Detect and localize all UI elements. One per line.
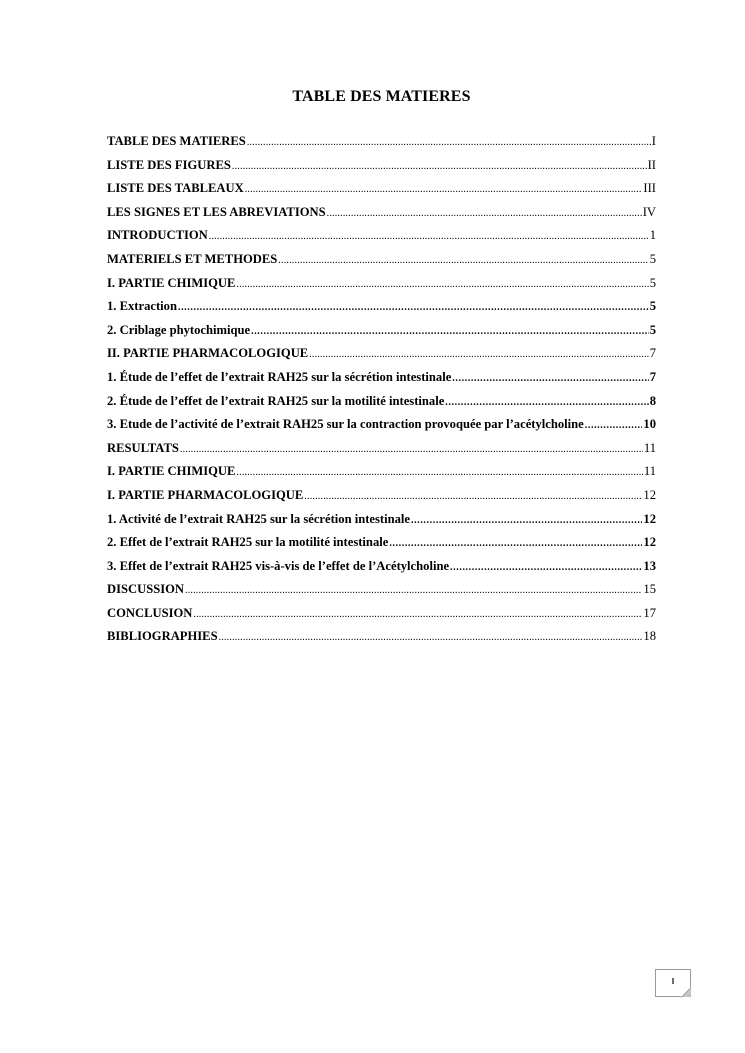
toc-entry-label: 1. Activité de l’extrait RAH25 sur la sécrétion intestinale (107, 511, 411, 526)
toc-entry-page: 7 (649, 369, 656, 384)
toc-entry-label: I. PARTIE PHARMACOLOGIQUE (107, 487, 304, 502)
toc-dot-leader (251, 326, 649, 337)
toc-entry[interactable] (107, 276, 656, 300)
toc-entry[interactable] (107, 181, 656, 205)
toc-entry[interactable] (107, 417, 656, 441)
toc-entry-page: 15 (643, 582, 656, 597)
toc-dot-leader (236, 279, 648, 290)
toc-dot-leader (452, 373, 648, 384)
toc-entry-page: I (651, 134, 656, 148)
page-number-box (655, 969, 691, 997)
toc-dot-leader (180, 444, 643, 455)
toc-entry-page: III (643, 181, 656, 196)
toc-entry-page: 12 (643, 511, 656, 526)
toc-entry-label: 2. Effet de l’extrait RAH25 sur la motilité intestinale (107, 535, 389, 550)
toc-entry[interactable] (107, 488, 656, 512)
toc-entry-label: DISCUSSION (107, 582, 184, 597)
toc-entry-page: 5 (649, 251, 656, 266)
toc-entry-label: 2. Criblage phytochimique (107, 322, 251, 337)
toc-entry[interactable] (107, 606, 656, 630)
toc-entry-page: 8 (649, 393, 656, 408)
toc-entry[interactable] (107, 370, 656, 394)
toc-entry[interactable] (107, 346, 656, 370)
toc-entry-label: MATERIELS ET METHODES (107, 251, 278, 266)
toc-entry-label: I. PARTIE CHIMIQUE (107, 464, 236, 479)
toc-entry-page: 5 (649, 322, 656, 337)
toc-entry-page: 1 (649, 228, 656, 243)
toc-entry-page: 12 (643, 535, 656, 550)
toc-entry[interactable] (107, 394, 656, 418)
toc-entry-page: 5 (649, 275, 656, 290)
toc-dot-leader (304, 491, 642, 502)
toc-entry[interactable] (107, 559, 656, 583)
toc-entry[interactable] (107, 535, 656, 559)
toc-entry[interactable] (107, 512, 656, 536)
toc-dot-leader (193, 609, 642, 620)
toc-entry[interactable] (107, 464, 656, 488)
toc-dot-leader (185, 585, 642, 596)
toc-dot-leader (585, 420, 643, 431)
toc-entry[interactable] (107, 441, 656, 465)
toc-dot-leader (232, 161, 647, 172)
page-title: TABLE DES MATIERES (292, 88, 471, 105)
toc-entry-page: 13 (643, 558, 656, 573)
toc-dot-leader (178, 302, 649, 313)
toc-entry-label: LES SIGNES ET LES ABREVIATIONS (107, 204, 326, 219)
toc-entry-page: 17 (643, 605, 656, 620)
toc-dot-leader (236, 467, 642, 478)
toc-entry[interactable] (107, 299, 656, 323)
toc-entry-label: 3. Effet de l’extrait RAH25 vis-à-vis de l’effet de l’Acétylcholine (107, 558, 450, 573)
toc-dot-leader (309, 349, 649, 360)
toc-dot-leader (209, 231, 649, 242)
toc-entry-label: CONCLUSION (107, 605, 193, 620)
table-of-contents (107, 134, 656, 653)
toc-dot-leader (278, 255, 648, 266)
toc-entry-page: 7 (649, 346, 656, 361)
toc-entry-page: 11 (643, 440, 656, 455)
toc-entry-page: 10 (643, 417, 656, 432)
toc-entry-label: 1. Extraction (107, 299, 177, 314)
toc-entry[interactable] (107, 582, 656, 606)
toc-dot-leader (445, 397, 648, 408)
toc-entry-label: LISTE DES TABLEAUX (107, 181, 244, 196)
toc-entry-label: II. PARTIE PHARMACOLOGIQUE (107, 346, 309, 361)
toc-entry-label: 3. Etude de l’activité de l’extrait RAH25 sur la contraction provoquée par l’acétylcholine (107, 417, 584, 432)
toc-entry-label: LISTE DES FIGURES (107, 157, 231, 172)
toc-entry-label: TABLE DES MATIERES (107, 134, 246, 148)
toc-entry-label: 1. Étude de l’effet de l’extrait RAH25 sur la sécrétion intestinale (107, 369, 452, 384)
toc-dot-leader (327, 208, 642, 219)
toc-entry-page: II (647, 157, 656, 172)
page-curl-icon (681, 987, 691, 997)
toc-entry[interactable] (107, 134, 656, 158)
toc-dot-leader (411, 515, 642, 526)
toc-entry[interactable] (107, 252, 656, 276)
toc-entry-label: I. PARTIE CHIMIQUE (107, 275, 236, 290)
toc-entry[interactable] (107, 158, 656, 182)
toc-dot-leader (219, 632, 643, 643)
toc-entry-label: 2. Étude de l’effet de l’extrait RAH25 sur la motilité intestinale (107, 393, 445, 408)
toc-dot-leader (247, 137, 651, 148)
toc-dot-leader (450, 562, 642, 573)
page-number: I (671, 977, 675, 986)
toc-entry[interactable] (107, 205, 656, 229)
toc-entry-page: 11 (643, 464, 656, 479)
toc-entry-page: IV (642, 204, 656, 219)
toc-entry-page: 5 (649, 299, 656, 314)
toc-entry[interactable] (107, 228, 656, 252)
toc-entry-label: RESULTATS (107, 440, 179, 455)
toc-entry-label: BIBLIOGRAPHIES (107, 629, 218, 644)
toc-entry[interactable] (107, 323, 656, 347)
toc-entry-page: 18 (643, 629, 656, 644)
toc-dot-leader (389, 538, 642, 549)
toc-entry-label: INTRODUCTION (107, 228, 208, 243)
toc-entry[interactable] (107, 629, 656, 653)
toc-dot-leader (245, 184, 643, 195)
toc-entry-page: 12 (643, 487, 656, 502)
